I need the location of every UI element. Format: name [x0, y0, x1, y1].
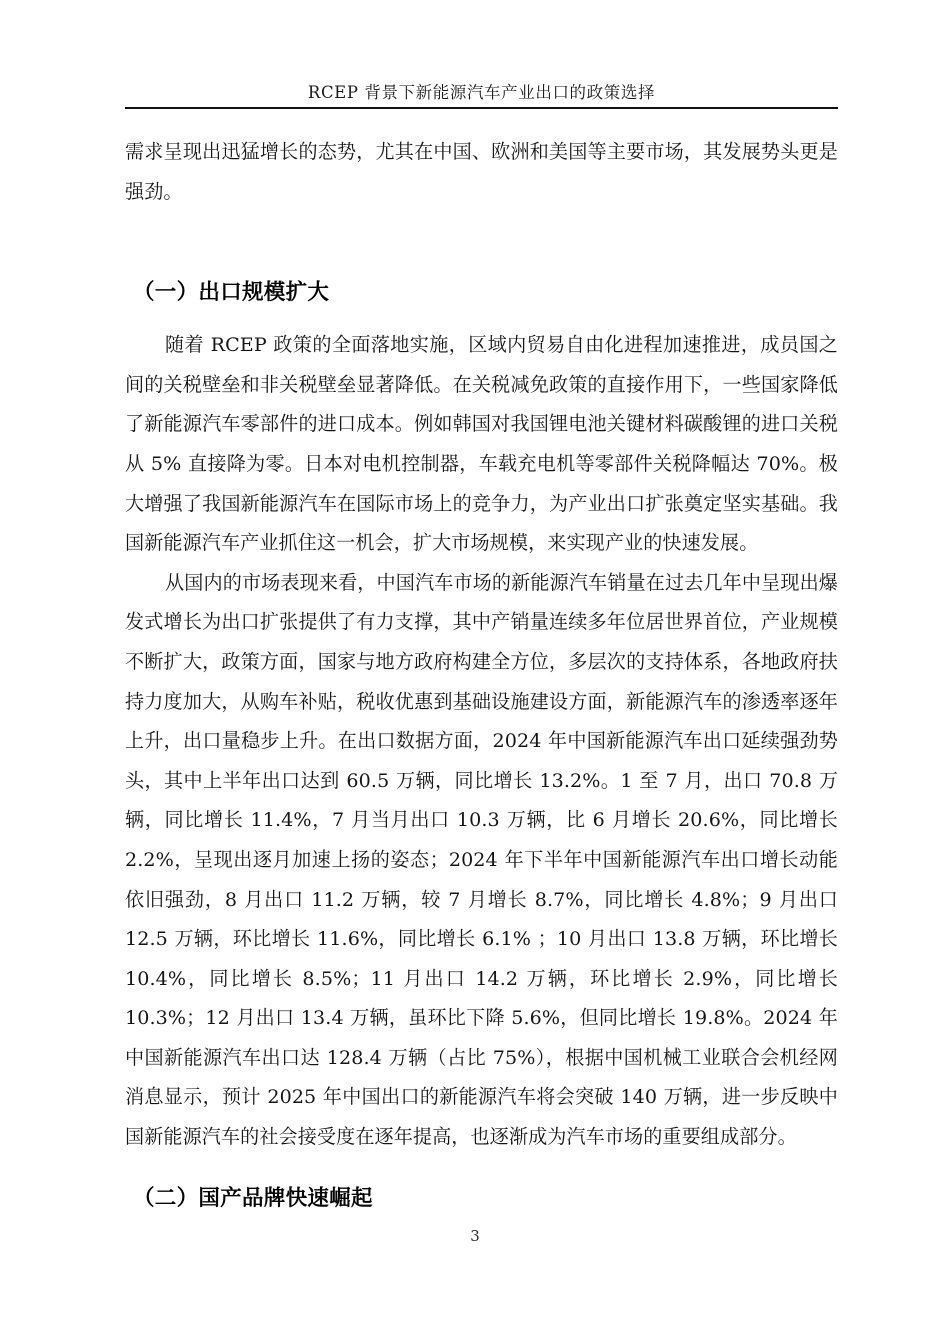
body-paragraph-1: 随着 RCEP 政策的全面落地实施，区域内贸易自由化进程加速推进，成员国之间的关税壁垒和非关税壁垒显著降低。在关税减免政策的直接作用下，一些国家降低了新能源汽车零部件的进口成本。例如韩国对我国锂电池关键材料碳酸锂的进口关税从 5% 直接降为零。日本对电机控制器，车载充电机等零部件关税降幅达 70%。极大增强了我国新能源汽车在国际市场上的竞争力，为产业出口扩张奠定坚实基础。我国新能源汽车产业抓住这一机会，扩大市场规模，来实现产业的快速发展。 [125, 333, 838, 555]
intro-paragraph: 需求呈现出迅猛增长的态势，尤其在中国、欧洲和美国等主要市场，其发展势头更是强劲。 [125, 140, 838, 203]
spacer [125, 313, 838, 325]
body-paragraph-2: 从国内的市场表现来看，中国汽车市场的新能源汽车销量在过去几年中呈现出爆发式增长为出口扩张提供了有力支撑，其中产销量连续多年位居世界首位，产业规模不断扩大，政策方面，国家与地方政府构建全方位，多层次的支持体系，各地政府扶持力度加大，从购车补贴，税收优惠到基础设施建设方面，新能源汽车的渗透率逐年上升，出口量稳步上升。在出口数据方面，2024 年中国新能源汽车出口延续强劲势头，其中上半年出口达到 60.5 万辆，同比增长 13.2%。1 至 7 月，出口 70.8 万辆，同比增长 11.4%，7 月当月出口 10.3 万辆，比 6 月增长 20.6%，同比增长 2.2%，呈现出逐月加速上扬的姿态；2024 年下半年中国新能源汽车出口增长动能依旧强劲，8 月出口 11.2 万辆，较 7 月增长 8.7%，同比增长 4.8%；9 月出口 12.5 万辆，环比增长 11.6%，同比增长 6.1% ；10 月出口 13.8 万辆，环比增长 10.4%，同比增长 8.5%；11 月出口 14.2 万辆，环比增长 2.9%，同比增长 10.3%；12 月出口 13.4 万辆，虽环比下降 5.6%，但同比增长 19.8%。2024 年中国新能源汽车出口达 128.4 万辆（占比 75%），根据中国机械工业联合会机经网消息显示，预计 2025 年中国出口的新能源汽车将会突破 140 万辆，进一步反映中国新能源汽车的社会接受度在逐年提高，也逐渐成为汽车市场的重要组成部分。 [125, 570, 838, 1149]
page-footer [0, 1226, 950, 1245]
running-header [125, 80, 838, 117]
header-title: RCEP 背景下新能源汽车产业出口的政策选择 [307, 83, 656, 102]
section-heading-one: （一）出口规模扩大 [133, 280, 330, 306]
page-number: 3 [470, 1227, 480, 1245]
spacer [125, 1157, 838, 1179]
spacer [125, 211, 838, 273]
document-body [125, 132, 838, 1219]
header-divider [125, 107, 838, 109]
section-heading-two: （二）国产品牌快速崛起 [133, 1185, 373, 1211]
